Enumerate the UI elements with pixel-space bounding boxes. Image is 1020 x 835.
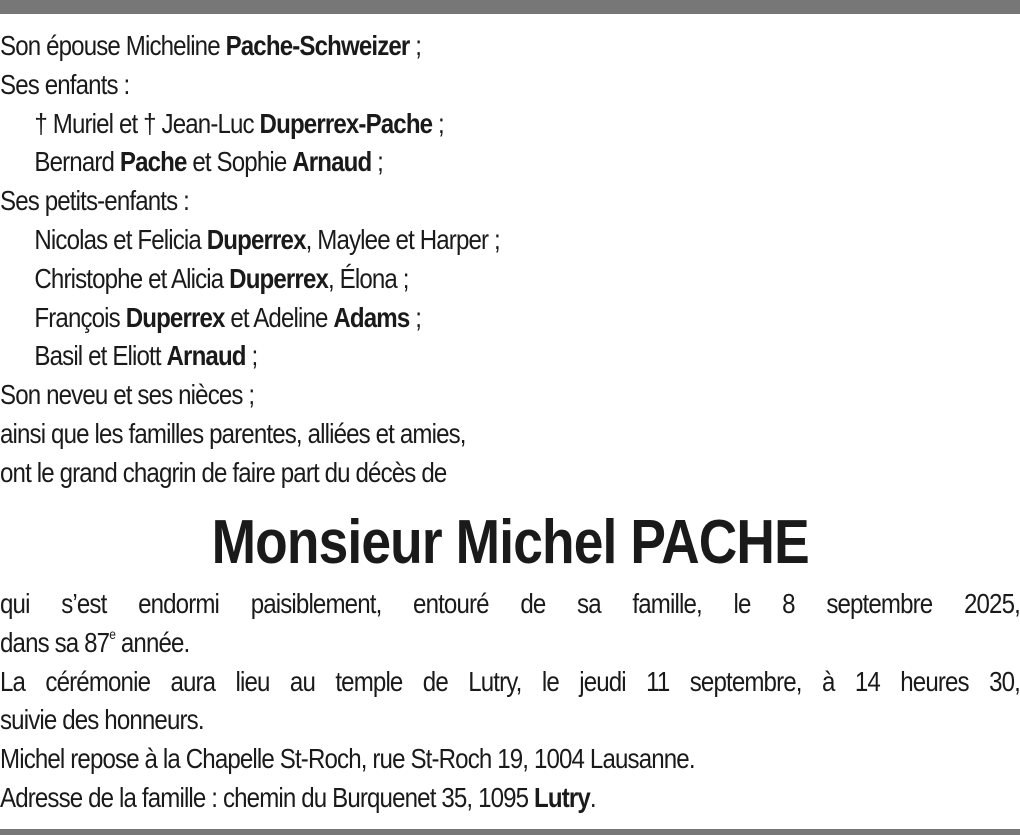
grandchild-line-1: Nicolas et Felicia Duperrex, Maylee et Harper ; <box>34 223 500 255</box>
grandchild-line-2: Christophe et Alicia Duperrex, Élona ; <box>34 262 409 294</box>
child-line-2: Bernard Pache et Sophie Arnaud ; <box>34 146 383 178</box>
address-line: Adresse de la famille : chemin du Burquenet 35, 1095 Lutry. <box>0 781 596 813</box>
families-line: ainsi que les familles parentes, alliées et amies, <box>0 417 466 449</box>
deceased-name: Monsieur Michel PACHE <box>211 508 809 577</box>
children-header: Ses enfants : <box>0 68 130 100</box>
family-list <box>0 27 1020 493</box>
passing-line-1: qui s’est endormi paisiblement, entouré de sa famille, le 8 septembre 2025, <box>0 588 1020 619</box>
grandchild-line-3: François Duperrex et Adeline Adams ; <box>34 301 422 333</box>
top-rule <box>0 0 1020 14</box>
ceremony-line-2: suivie des honneurs. <box>0 704 204 736</box>
nephews-line: Son neveu et ses nièces ; <box>0 379 255 411</box>
announcement-line: ont le grand chagrin de faire part du décès de <box>0 456 447 488</box>
bottom-rule <box>0 829 1020 835</box>
grandchild-line-4: Basil et Eliott Arnaud ; <box>34 340 258 372</box>
repose-line: Michel repose à la Chapelle St-Roch, rue St-Roch 19, 1004 Lausanne. <box>0 743 695 775</box>
deceased-name-block <box>0 503 1020 583</box>
spouse-line: Son épouse Micheline Pache-Schweizer ; <box>0 30 422 61</box>
details-block <box>0 585 1020 818</box>
passing-line-2: dans sa 87e année. <box>0 626 190 658</box>
ceremony-line-1: La cérémonie aura lieu au temple de Lutry, le jeudi 11 septembre, à 14 heures 30, <box>0 665 1020 697</box>
child-line-1: † Muriel et † Jean-Luc Duperrex-Pache ; <box>34 107 444 139</box>
grandchildren-header: Ses petits-enfants : <box>0 185 189 217</box>
